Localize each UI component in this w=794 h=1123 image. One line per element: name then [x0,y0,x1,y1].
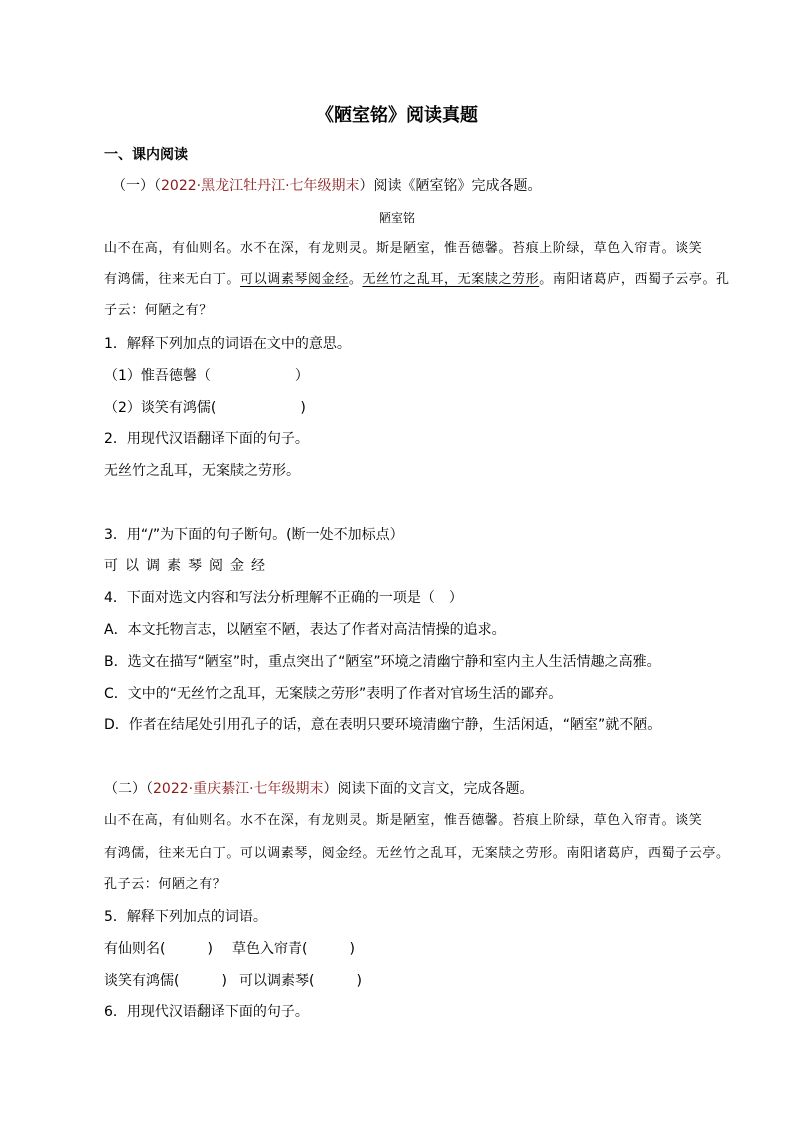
question-1: 1．解释下列加点的词语在文中的意思。 [104,336,351,352]
poem1-line-2-e: 。南阳诸葛庐，西蜀子云亭。孔 [539,272,730,287]
question-3: 3．用“/”为下面的句子断句。(断一处不加标点） [104,527,404,543]
question-4: 4．下面对选文内容和写法分析理解不正确的一项是（ ） [104,590,463,606]
question-3-text: 可以调素琴阅金经 [104,558,272,574]
question-2-text: 无丝竹之乱耳，无案牍之劳形。 [104,463,300,479]
part2-source: 2022·重庆綦江·七年级期末 [153,781,324,797]
part1-suffix: ）阅读《陋室铭》完成各题。 [359,178,542,194]
underlined-phrase-1: 可以调素琴阅金经 [240,272,349,287]
poem2-line-3: 孔子云：何陋之有？ [104,877,227,892]
part1-heading [112,177,542,195]
poem-title: 陋室铭 [378,211,415,225]
question-6: 6．用现代汉语翻译下面的句子。 [104,1004,309,1020]
page-title: 《陋室铭》阅读真题 [316,105,478,126]
part2-heading [104,780,534,798]
option-d: D．作者在结尾处引用孔子的话，意在表明只要环境清幽宁静，生活闲适，“陋室”就不陋。 [104,717,662,733]
poem1-line-2-c: 。 [348,272,363,287]
part1-prefix: （一）（ [112,178,161,194]
question-5-item-3: 谈笑有鸿儒( ) [104,973,227,989]
question-5-item-4: 可以调素琴( ) [239,973,362,989]
option-c: C．文中的“无丝竹之乱耳，无案牍之劳形”表明了作者对官场生活的鄙弃。 [104,686,563,702]
question-5: 5．解释下列加点的词语。 [104,909,267,925]
underlined-phrase-2: 无丝竹之乱耳，无案牍之劳形 [362,272,540,287]
question-2: 2．用现代汉语翻译下面的句子。 [104,431,309,447]
section-heading: 一、课内阅读 [104,147,188,163]
question-1-2: （2）谈笑有鸿儒( ) [104,400,306,416]
poem2-line-1: 山不在高，有仙则名。水不在深，有龙则灵。斯是陋室，惟吾德馨。苔痕上阶绿，草色入帘青。谈笑 [104,813,703,828]
option-b: B．选文在描写“陋室”时，重点突出了“陋室”环境之清幽宁静和室内主人生活情趣之高雅。 [104,654,661,670]
poem1-line-3: 子云：何陋之有？ [104,303,213,318]
question-1-1: （1）惟吾德馨（ ） [104,368,309,384]
option-a: A．本文托物言志，以陋室不陋，表达了作者对高洁情操的追求。 [104,622,506,638]
poem2-line-2: 有鸿儒，往来无白丁。可以调素琴，阅金经。无丝竹之乱耳，无案牍之劳形。南阳诸葛庐，西蜀子云亭。 [104,846,730,861]
poem1-line-2-a: 有鸿儒，往来无白丁。 [104,272,241,287]
question-5-item-1: 有仙则名( ) [104,941,213,957]
part1-source: 2022·黑龙江牡丹江·七年级期末 [161,178,360,194]
poem1-line-1: 山不在高，有仙则名。水不在深，有龙则灵。斯是陋室，惟吾德馨。苔痕上阶绿，草色入帘青。谈笑 [104,241,703,256]
question-5-item-2: 草色入帘青( ) [232,941,355,957]
poem1-line-2 [104,271,730,289]
part2-prefix: （二）（ [104,781,153,797]
part2-suffix: ）阅读下面的文言文，完成各题。 [323,781,534,797]
